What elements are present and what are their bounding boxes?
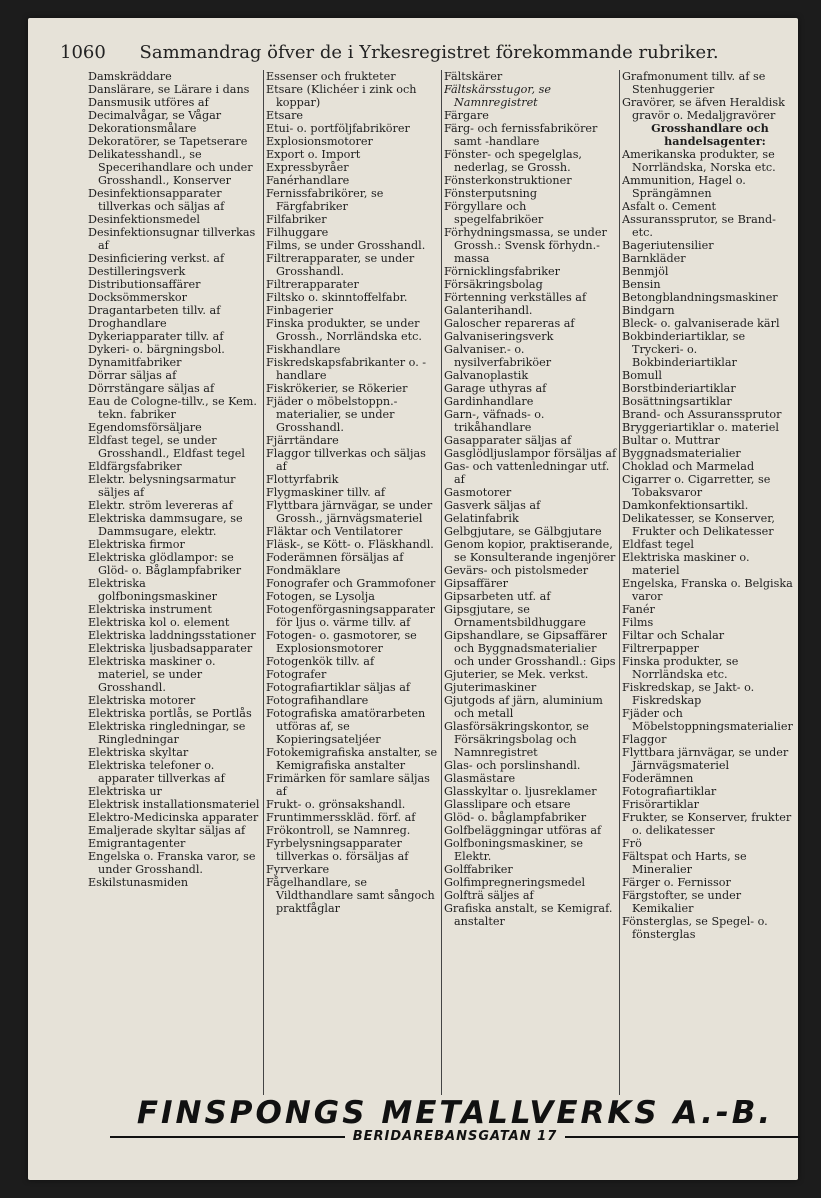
index-entry: Docksömmerskor [88,291,188,304]
index-entry: Expressbyråer [266,161,349,174]
index-entry: Glasmästare [444,772,516,785]
index-entry: Bokbinderiartiklar, se Tryckeri- o. Bokbinderiartiklar [622,330,746,369]
advertiser-address: BERIDAREBANSGATAN 17 [352,1129,558,1144]
index-entry: Fotogenkök tillv. af [266,655,375,668]
index-entry: Filfabriker [266,213,327,226]
index-entry: Fotogen, se Lysolja [266,590,375,603]
page-title: Sammandrag öfver de i Yrkesregistret förekommande rubriker. [139,42,719,63]
index-entry: Elektriska portlås, se Portlås [88,707,252,720]
index-entry: Fanérhandlare [266,174,350,187]
column-2 [266,70,440,1095]
index-entry: Delikatesser, se Konserver, Frukter och Delikatesser [622,512,775,538]
index-entry: Garage uthyras af [444,382,547,395]
index-entry: Garn-, väfnads- o. trikåhandlare [444,408,545,434]
index-entry: Fältskärsstugor, se Namnregistret [444,83,551,109]
index-entry: Films [622,616,654,629]
index-entry: Filtar och Schalar [622,629,725,642]
index-entry: Danslärare, se Lärare i dans [88,83,250,96]
index-entry: Finska produkter, se under Grossh., Norrländska etc. [266,317,422,343]
index-entry: Fondmäklare [266,564,341,577]
index-entry: Benmjöl [622,265,669,278]
index-entry: Gasverk säljas af [444,499,541,512]
index-entry: Export o. Import [266,148,361,161]
index-entry: Galanterihandl. [444,304,533,317]
index-entry: Glöd- o. båglampfabriker [444,811,587,824]
index-entry: Dykeri- o. bärgningsbol. [88,343,225,356]
index-entry: Bindgarn [622,304,675,317]
index-entry: Engelska o. Franska varor, se under Grosshandl. [88,850,256,876]
index-entry: Fyrverkare [266,863,330,876]
index-entry: Distributionsaffärer [88,278,201,291]
index-entry: Elektriska laddningsstationer [88,629,256,642]
index-entry: Elektro-Medicinska apparater [88,811,259,824]
index-entry: Byggnadsmaterialier [622,447,741,460]
index-entry: Elektriska maskiner o. materiel, se under Grosshandl. [88,655,216,694]
index-entry: Damskräddare [88,70,172,83]
index-entry: Fönster- och spegelglas, nederlag, se Grossh. [444,148,582,174]
index-entry: Foderämnen [622,772,694,785]
index-entry: Bultar o. Muttrar [622,434,720,447]
page-header [60,42,760,63]
index-entry: Dörrar säljas af [88,369,177,382]
index-entry: Fonografer och Grammofoner [266,577,436,590]
index-entry: Borstbinderiartiklar [622,382,736,395]
index-entry: Elektrisk installationsmateriel [88,798,260,811]
index-entry: Delikatesshandl., se Specerihandlare och under Grosshandl., Konserver [88,148,253,187]
index-entry: Eldfast tegel, se under Grosshandl., Eldfast tegel [88,434,245,460]
index-entry: Fjäder och Möbelstoppningsmaterialier [622,707,793,733]
index-entry: Desinfektionsugnar tillverkas af [88,226,256,252]
index-entry: Fotografiartiklar [622,785,717,798]
index-entry: Gjutgods af järn, aluminium och metall [444,694,603,720]
index-entry: Dörrstängare säljas af [88,382,215,395]
index-entry: Grafmonument tillv. af se Stenhuggerier [622,70,766,96]
index-entry: Frukt- o. grönsakshandl. [266,798,406,811]
index-columns [88,70,793,1095]
index-entry: Gevärs- och pistolsmeder [444,564,589,577]
index-entry: Golfimpregneringsmedel [444,876,586,889]
index-entry: Elektriska skyltar [88,746,189,759]
index-entry: Flygmaskiner tillv. af [266,486,386,499]
index-entry: Droghandlare [88,317,167,330]
index-entry: Förgyllare och spegelfabriköer [444,200,544,226]
advertiser-name: FINSPONGS METALLVERKS A.-B. [136,1095,774,1131]
index-entry: Finska produkter, se Norrländska etc. [622,655,739,681]
index-entry: Frimärken för samlare säljas af [266,772,430,798]
index-entry: Frökontroll, se Namnreg. [266,824,411,837]
index-entry: Gardinhandlare [444,395,534,408]
index-entry: Dykeriapparater tillv. af [88,330,224,343]
page-number: 1060 [60,42,106,63]
column-4 [622,70,798,1095]
index-entry: Fyrbelysningsapparater tillverkas o. försäljas af [266,837,409,863]
index-entry: Fältspat och Harts, se Mineralier [622,850,747,876]
index-entry: Gas- och vattenledningar utf. af [444,460,610,486]
index-entry: Fotografiartiklar säljas af [266,681,411,694]
index-entry: Bensin [622,278,661,291]
index-entry: Filtrerapparater [266,278,359,291]
index-entry: Fiskhandlare [266,343,341,356]
index-entry: Explosionsmotorer [266,135,373,148]
index-entry: Förtenning verkställes af [444,291,587,304]
index-entry: Fotokemigrafiska anstalter, se Kemigrafiska anstalter [266,746,438,772]
index-entry: Elektr. ström levereras af [88,499,233,512]
index-entry: Elektriska golfboningsmaskiner [88,577,217,603]
index-entry: Gasmotorer [444,486,512,499]
index-entry: Elektriska maskiner o. materiel [622,551,750,577]
index-entry: Gipshandlare, se Gipsaffärer och Byggnadsmaterialier och under Grosshandl.: Gips [444,629,616,668]
index-entry: Fönsterglas, se Spegel- o. fönsterglas [622,915,768,941]
index-entry: Glas- och porslinshandl. [444,759,581,772]
index-entry: Etsare [266,109,304,122]
index-entry: Grafiska anstalt, se Kemigraf. anstalter [444,902,613,928]
index-entry: Galvaniser.- o. nysilverfabriköer [444,343,552,369]
index-entry: Fotografiska amatörarbeten utföras af, se Kopieringsateljéer [266,707,426,746]
index-entry: Dekoratörer, se Tapetserare [88,135,248,148]
index-entry: Etsare (Klichéer i zink och koppar) [266,83,417,109]
index-entry: Assuranssprutor, se Brand- etc. [622,213,776,239]
index-entry: Destilleringsverk [88,265,186,278]
index-entry: Flottyrfabrik [266,473,339,486]
index-entry: Gipsarbeten utf. af [444,590,551,603]
index-entry: Elektriska ljusbadsapparater [88,642,253,655]
index-entry: Försäkringsbolag [444,278,543,291]
index-entry: Genom kopior, praktiserande, se Konsulterande ingenjörer [444,538,616,564]
index-entry: Fönsterputsning [444,187,538,200]
index-entry: Frukter, se Konserver, frukter o. delikatesser [622,811,792,837]
index-entry: Filtrerpapper [622,642,699,655]
column-divider [619,70,620,1095]
index-entry: Barnkläder [622,252,686,265]
index-entry: Gelatinfabrik [444,512,519,525]
index-entry: Dekorationsmålare [88,122,197,135]
index-entry: Gjuterier, se Mek. verkst. [444,668,589,681]
index-entry: Färgare [444,109,489,122]
index-entry: Flaggor tillverkas och säljas af [266,447,426,473]
advertisement-footer [110,1095,800,1144]
index-entry: Flyttbara järnvägar, se under Grossh., järnvägsmateriel [266,499,433,525]
index-entry: Färger o. Fernissor [622,876,731,889]
index-entry: Finbagerier [266,304,334,317]
index-entry: Damkonfektionsartikl. [622,499,749,512]
index-entry: Bageriutensilier [622,239,714,252]
index-entry: Grosshandlare och handelsagenter: [651,121,769,148]
index-entry: Elektriska ur [88,785,162,798]
index-entry: Desinficiering verkst. af [88,252,225,265]
index-entry: Decimalvågar, se Vågar [88,109,222,122]
index-entry: Desinfektionsapparater tillverkas och säljas af [88,187,225,213]
index-entry: Glasskyltar o. ljusreklamer [444,785,597,798]
index-entry: Glasslipare och etsare [444,798,571,811]
index-entry: Bosättningsartiklar [622,395,732,408]
index-entry: Golfboningsmaskiner, se Elektr. [444,837,583,863]
index-entry: Fjäder o möbelstoppn.-materialier, se under Grosshandl. [266,395,398,434]
index-entry: Golfträ säljes af [444,889,534,902]
index-entry: Elektriska glödlampor: se Glöd- o. Båglampfabriker [88,551,242,577]
index-entry: Elektr. belysningsarmatur säljes af [88,473,236,499]
index-entry: Golfbeläggningar utföras af [444,824,602,837]
index-entry: Galvanoplastik [444,369,529,382]
index-entry: Dynamitfabriker [88,356,182,369]
index-entry: Bomull [622,369,662,382]
index-entry: Galvaniseringsverk [444,330,554,343]
index-entry: Emigrantagenter [88,837,186,850]
index-entry: Frisörartiklar [622,798,699,811]
index-entry: Elektriska dammsugare, se Dammsugare, elektr. [88,512,243,538]
index-entry: Fotogen- o. gasmotorer, se Explosionsmotorer [266,629,417,655]
index-entry: Glasförsäkringskontor, se Försäkringsbolag och Namnregistret [444,720,589,759]
index-entry: Fruntimmersskläd. förf. af [266,811,416,824]
index-entry: Fläsk-, se Kött- o. Fläskhandl. [266,538,434,551]
index-entry: Egendomsförsäljare [88,421,202,434]
index-entry: Fotogenförgasningsapparater för ljus o. värme tillv. af [266,603,435,629]
index-entry: Filhuggare [266,226,329,239]
index-entry: Filtsko o. skinntoffelfabr. [266,291,408,304]
index-entry: Choklad och Marmelad [622,460,755,473]
index-entry: Fiskredskap, se Jakt- o. Fiskredskap [622,681,755,707]
index-entry: Emaljerade skyltar säljas af [88,824,246,837]
index-entry: Gipsaffärer [444,577,509,590]
index-entry: Golffabriker [444,863,513,876]
index-entry: Fanér [622,603,655,616]
index-entry: Elektriska telefoner o. apparater tillverkas af [88,759,225,785]
index-entry: Flaggor [622,733,667,746]
index-entry: Asfalt o. Cement [622,200,717,213]
index-entry: Fotografer [266,668,327,681]
column-3 [444,70,618,1095]
index-entry: Fältskärer [444,70,503,83]
index-entry: Etui- o. portföljfabrikörer [266,122,410,135]
index-entry: Fjärrtändare [266,434,339,447]
index-entry: Fiskredskapsfabrikanter o. -handlare [266,356,427,382]
index-entry: Ammunition, Hagel o. Sprängämnen [622,174,746,200]
rule-right [565,1136,800,1138]
index-entry: Frö [622,837,642,850]
index-entry: Gelbgjutare, se Gälbgjutare [444,525,602,538]
index-entry: Fönsterkonstruktioner [444,174,572,187]
index-entry: Eau de Cologne-tillv., se Kem. tekn. fabriker [88,395,257,421]
index-entry: Amerikanska produkter, se Norrländska, Norska etc. [622,148,776,174]
index-entry: Dragantarbeten tillv. af [88,304,221,317]
index-entry: Elektriska ringledningar, se Ringledningar [88,720,246,746]
index-entry: Flyttbara järnvägar, se under Järnvägsmateriel [622,746,789,772]
index-entry: Fläktar och Ventilatorer [266,525,403,538]
index-entry: Brand- och Assuranssprutor [622,408,782,421]
index-entry: Essenser och frukteter [266,70,396,83]
index-entry: Gasapparater säljas af [444,434,572,447]
index-entry: Galoscher repareras af [444,317,575,330]
index-entry: Elektriska motorer [88,694,196,707]
index-entry: Engelska, Franska o. Belgiska varor [622,577,793,603]
index-entry: Färg- och fernissfabrikörer samt -handlare [444,122,598,148]
index-entry: Elektriska instrument [88,603,212,616]
index-entry: Fotografihandlare [266,694,369,707]
index-entry: Gjuterimaskiner [444,681,537,694]
index-entry: Fiskrökerier, se Rökerier [266,382,408,395]
column-divider [263,70,264,1095]
index-entry: Eldfast tegel [622,538,694,551]
index-entry: Fernissfabrikörer, se Färgfabriker [266,187,384,213]
index-entry: Elektriska firmor [88,538,185,551]
index-entry: Gravörer, se äfven Heraldisk gravör o. Medaljgravörer [622,96,785,122]
index-entry: Filtrerapparater, se under Grosshandl. [266,252,415,278]
index-entry: Cigarrer o. Cigarretter, se Tobaksvaror [622,473,771,499]
index-entry: Fågelhandlare, se Vildthandlare samt sångoch praktfåglar [266,876,435,915]
index-entry: Desinfektionsmedel [88,213,201,226]
index-entry: Eskilstunasmiden [88,876,189,889]
index-entry: Films, se under Grosshandl. [266,239,426,252]
index-entry: Eldfärgsfabriker [88,460,182,473]
rule-left [110,1136,345,1138]
index-entry: Elektriska kol o. element [88,616,230,629]
index-entry: Gipsgjutare, se Ornamentsbildhuggare [444,603,586,629]
index-entry: Bryggeriartiklar o. materiel [622,421,779,434]
index-entry: Förnicklingsfabriker [444,265,560,278]
index-entry: Förhydningsmassa, se under Grossh.: Svensk förhydn.-massa [444,226,607,265]
column-1 [88,70,262,1095]
index-entry: Bleck- o. galvaniserade kärl [622,317,780,330]
index-entry: Dansmusik utföres af [88,96,209,109]
index-entry: Färgstofter, se under Kemikalier [622,889,742,915]
index-entry: Foderämnen försäljas af [266,551,404,564]
column-divider [441,70,442,1095]
index-entry: Gasglödljuslampor försäljas af [444,447,617,460]
index-entry: Betongblandningsmaskiner [622,291,778,304]
